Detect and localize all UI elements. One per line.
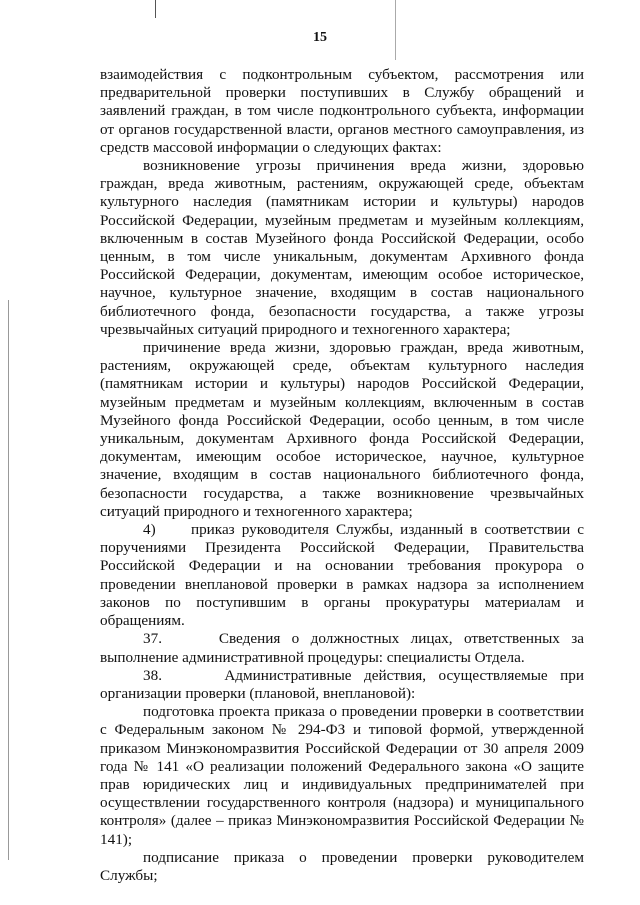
scan-margin-line-left [8,300,9,860]
paragraph-order-draft: подготовка проекта приказа о проведении проверки в соответствии с Федеральным законом № 294-ФЗ и типовой формой, утвержденной приказом Минэкономразвития Российской Федерации от 30 апреля 2009 года № 141 «О реализации положений Федерального закона «О защите прав юридических лиц и индивидуальных предпринимателей при осуществлении государственного контроля (надзора) и муниципального контроля» (далее – приказ Минэкономразвития Российской Федерации № 141); [100,703,584,848]
paragraph-37: 37. Сведения о должностных лицах, ответственных за выполнение административной процедуры: специалисты Отдела. [100,630,584,666]
page-number: 15 [313,30,327,45]
paragraph-harm: причинение вреда жизни, здоровью граждан, вреда животным, растениям, окружающей среде, объектам культурного наследия (памятникам истории и культуры) народов Российской Федерации, музейным предметам и музейным коллекциям, включенным в состав Музейного фонда Российской Федерации, особо ценным, в том числе уникальным, документам Архивного фонда Российской Федерации, документам, имеющим особое историческое, научное, культурное значение, входящим в состав национального библиотечного фонда, безопасности государства, а также возникновение чрезвычайных ситуаций природного и техногенного характера; [100,339,584,520]
paragraph-continuation: взаимодействия с подконтрольным субъектом, рассмотрения или предварительной проверки поступивших в Службу обращений и заявлений граждан, в том числе подконтрольного субъекта, информации от органов государственной власти, органов местного самоуправления, из средств массовой информации о следующих фактах: [100,66,584,156]
paragraph-order-signing: подписание приказа о проведении проверки руководителем Службы; [100,848,584,884]
paragraph-item-4: 4) приказ руководителя Службы, изданный в соответствии с поручениями Президента Российской Федерации, Правительства Российской Федерации и на основании требования прокурора о проведении внеплановой проверки в рамках надзора за исполнением законов по поступившим в органы прокуратуры материалам и обращениям. [100,521,584,630]
document-body [100,66,584,885]
scan-margin-line-top [155,0,156,18]
paragraph-38: 38. Административные действия, осуществляемые при организации проверки (плановой, внеплановой): [100,666,584,702]
paragraph-threat: возникновение угрозы причинения вреда жизни, здоровью граждан, вреда животным, растениям, окружающей среде, объектам культурного наследия (памятникам истории и культуры) народов Российской Федерации, музейным предметам и музейным коллекциям, включенным в состав Музейного фонда Российской Федерации, особо ценным, в том числе уникальным, документам Архивного фонда Российской Федерации, документам, имеющим особое историческое, научное, культурное значение, входящим в состав национального библиотечного фонда, безопасности государства, а также угрозы чрезвычайных ситуаций природного и техногенного характера; [100,157,584,338]
